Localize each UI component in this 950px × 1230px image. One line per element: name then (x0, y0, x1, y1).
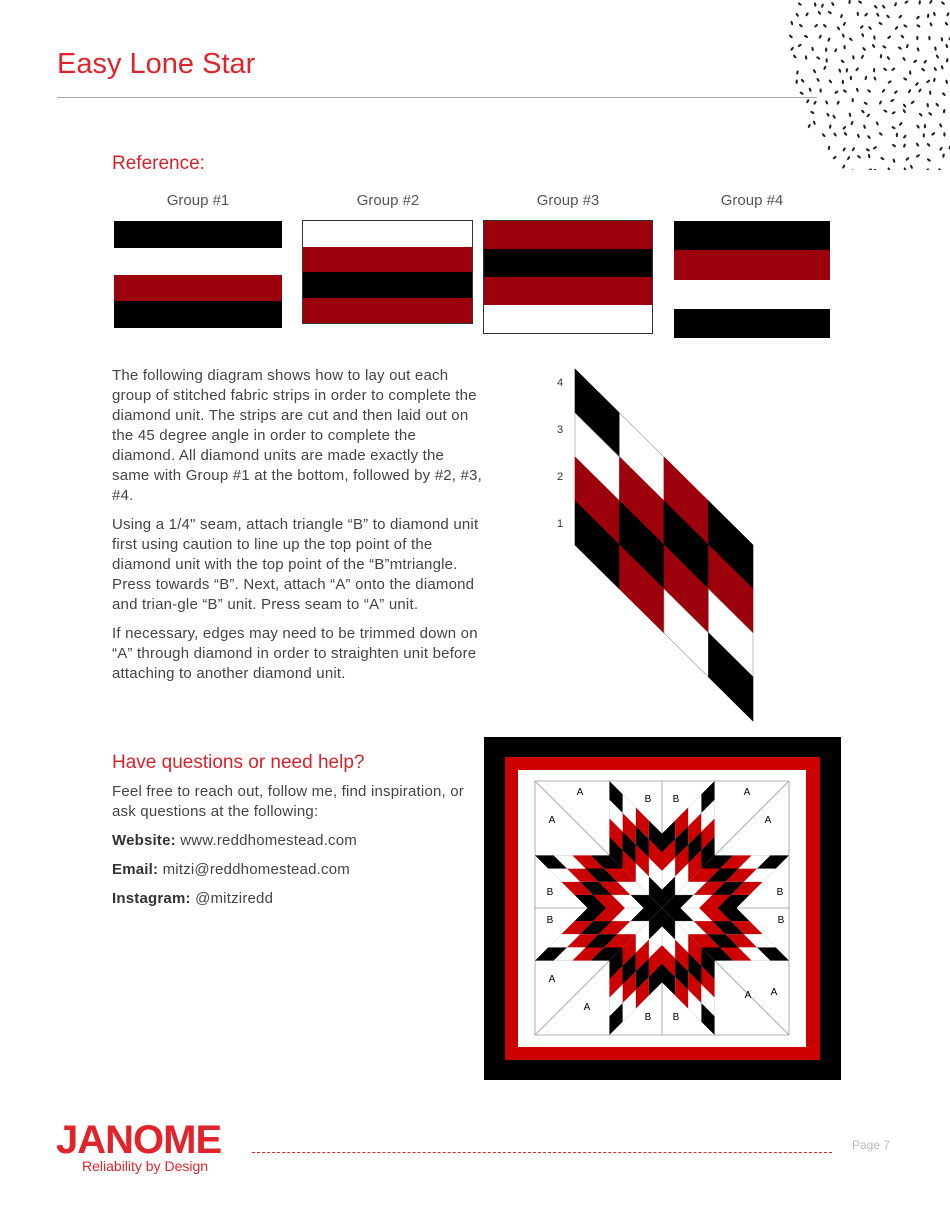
dot (821, 133, 826, 138)
instructions (112, 366, 482, 693)
dot (814, 23, 819, 28)
piece-label-a: A (576, 787, 584, 798)
dot (792, 54, 797, 59)
dot (847, 156, 851, 161)
dot (896, 133, 898, 137)
dot (797, 2, 802, 6)
piece-label-b: B (672, 794, 680, 805)
dot (805, 55, 808, 60)
dot (929, 90, 932, 95)
dot (926, 158, 931, 162)
dot (878, 132, 883, 137)
email-label: Email: (112, 861, 159, 878)
dot (903, 134, 908, 139)
dot (905, 157, 910, 162)
dot (864, 12, 869, 17)
dot (857, 133, 861, 138)
piece-label-a: A (770, 987, 778, 998)
dot (871, 44, 875, 49)
instagram-handle[interactable]: @mitziredd (195, 890, 274, 907)
dot (852, 98, 854, 102)
dot (892, 143, 897, 147)
contact-info (112, 782, 482, 918)
dot (857, 154, 862, 159)
row-label: 1 (556, 518, 564, 530)
dot (858, 0, 863, 4)
dot (859, 25, 864, 30)
header-divider (57, 97, 817, 98)
dot (867, 89, 872, 94)
dot (943, 109, 946, 114)
dot (910, 100, 915, 105)
dot (798, 23, 803, 28)
dot (904, 0, 909, 4)
piece-label-b: B (546, 915, 554, 926)
dot (880, 156, 885, 160)
dot (832, 114, 836, 119)
fabric-strip-white (484, 305, 652, 333)
dot (908, 89, 912, 94)
dot (923, 133, 925, 137)
dot (933, 77, 936, 82)
dot (939, 123, 943, 128)
dot (903, 167, 907, 170)
dot (887, 167, 891, 170)
dot (865, 148, 870, 152)
dot (882, 45, 887, 49)
dot (796, 70, 799, 75)
dot (790, 21, 793, 26)
dot (856, 12, 859, 17)
dot (943, 132, 945, 136)
dot (898, 121, 902, 126)
fabric-strip-black (114, 301, 282, 328)
dot (864, 76, 867, 81)
dot (823, 65, 827, 70)
dot (940, 37, 943, 42)
dot (916, 124, 920, 129)
piece-label-b: B (777, 915, 785, 926)
footer-dashed-line (252, 1152, 832, 1153)
fabric-strip-black (674, 309, 830, 338)
dot (929, 22, 933, 27)
dot (816, 77, 820, 82)
dot (821, 3, 825, 8)
piece-label-b: B (672, 1012, 680, 1023)
dot (926, 103, 929, 108)
group-2-strips (303, 221, 472, 323)
dot (825, 100, 829, 105)
dot (906, 44, 910, 49)
dot (861, 109, 866, 114)
dot (938, 168, 943, 170)
dot (868, 168, 873, 170)
dot (800, 78, 805, 83)
dot (945, 44, 948, 49)
dot (816, 56, 821, 60)
piece-label-a: A (744, 990, 752, 1001)
dot (850, 121, 854, 126)
dot (806, 99, 810, 104)
group-1-label: Group #1 (166, 192, 230, 209)
dot (915, 142, 919, 147)
dot (825, 58, 828, 63)
page-number: Page 7 (852, 1138, 891, 1152)
piece-label-a: A (548, 815, 556, 826)
dot (842, 33, 845, 38)
instagram-label: Instagram: (112, 890, 191, 907)
dot (942, 92, 947, 97)
dot (860, 54, 864, 59)
dot (873, 168, 878, 170)
dot (883, 109, 888, 113)
dot (807, 124, 811, 129)
dot (820, 88, 822, 92)
piece-label-b: B (776, 887, 784, 898)
dot (817, 10, 821, 15)
lone-star-quilt-image (484, 737, 841, 1080)
dot (902, 57, 906, 62)
dot (873, 35, 876, 40)
help-intro: Feel free to reach out, follow me, find inspiration, or ask questions at the following: (112, 783, 465, 820)
dot (883, 67, 888, 72)
dot (945, 79, 948, 84)
dot (842, 147, 846, 152)
row-label: 2 (556, 471, 564, 483)
dot (840, 59, 845, 64)
dot (915, 154, 920, 158)
dot (837, 26, 841, 31)
row-label: 4 (556, 377, 564, 389)
piece-label-a: A (743, 787, 751, 798)
dot (795, 79, 798, 84)
dot (935, 54, 939, 59)
dot (918, 88, 922, 93)
dot (927, 14, 930, 19)
dot (840, 14, 843, 19)
fabric-strip-red (303, 298, 472, 324)
row-label: 3 (556, 424, 564, 436)
group-3-strips (484, 221, 652, 333)
dot (909, 70, 912, 75)
dot (842, 126, 847, 131)
dot (887, 35, 892, 40)
dot (876, 12, 880, 17)
fabric-strip-black (114, 221, 282, 248)
dot (842, 80, 844, 84)
dot (891, 126, 896, 130)
piece-label-b: B (644, 794, 652, 805)
dot (811, 47, 814, 52)
dot (843, 131, 848, 136)
fabric-strip-white (114, 248, 282, 275)
dot (875, 121, 879, 126)
fabric-strip-red (484, 277, 652, 305)
dot (903, 77, 908, 81)
brand-tagline: Reliability by Design (82, 1158, 209, 1174)
dot (814, 2, 817, 7)
dot (851, 147, 855, 152)
dot (850, 76, 852, 80)
dot (903, 143, 907, 148)
dot (928, 112, 933, 117)
dot (880, 54, 883, 59)
dot (866, 113, 871, 118)
dot (861, 33, 865, 38)
dot (862, 47, 867, 52)
dot (873, 4, 878, 9)
dot (918, 112, 923, 117)
dot (898, 14, 903, 19)
diamond-unit-diagram (540, 360, 770, 730)
dot (944, 21, 949, 26)
dot (897, 46, 902, 50)
dot (941, 1, 946, 5)
fabric-strip-red (303, 247, 472, 273)
dot (826, 112, 830, 117)
dot (873, 146, 878, 150)
dot (873, 76, 877, 81)
piece-label-a: A (583, 1002, 591, 1013)
reference-heading: Reference: (112, 153, 205, 174)
dot (894, 90, 899, 95)
dot (789, 34, 794, 39)
dot (823, 23, 828, 28)
dot (926, 142, 931, 147)
dot (924, 124, 927, 129)
page-title: Easy Lone Star (57, 48, 256, 80)
dot (902, 103, 906, 108)
dot (886, 14, 891, 19)
dot (894, 26, 899, 31)
dot (810, 110, 815, 114)
dot (829, 124, 832, 129)
dot (902, 109, 906, 114)
dot (916, 15, 921, 20)
fabric-strip-white (674, 280, 830, 309)
piece-label-a: A (548, 974, 556, 985)
dot (868, 154, 871, 159)
dot (799, 91, 804, 95)
dot (916, 47, 920, 52)
dot (890, 98, 895, 102)
dot (818, 34, 822, 39)
dot (833, 132, 837, 137)
group-4-label: Group #4 (720, 192, 784, 209)
dot (848, 37, 853, 42)
group-2-label: Group #2 (356, 192, 420, 209)
dot (942, 153, 945, 158)
dot (915, 82, 920, 87)
dot (842, 164, 846, 169)
dot (879, 100, 883, 105)
fabric-strip-white (303, 221, 472, 247)
dot (925, 168, 929, 170)
dot (916, 24, 921, 28)
fabric-strip-black (484, 249, 652, 277)
dot (933, 12, 936, 17)
dot (797, 43, 802, 47)
dot (934, 46, 937, 51)
dot (940, 65, 943, 70)
dot (836, 100, 840, 105)
fabric-strip-black (303, 272, 472, 298)
piece-label-b: B (644, 1012, 652, 1023)
dot (946, 12, 950, 17)
group-4-strips (674, 221, 830, 338)
dot (882, 4, 886, 9)
dot (851, 169, 854, 170)
fabric-strip-red (674, 250, 830, 279)
website-link[interactable]: www.reddhomestead.com (180, 832, 357, 849)
dot (926, 79, 931, 84)
decorative-dots (770, 0, 950, 170)
dot (831, 2, 835, 7)
instruction-paragraph: If necessary, edges may need to be trimmed down on “A” through diamond in order to straighten unit before attaching to another diamond unit. (112, 625, 478, 682)
dot (878, 21, 883, 25)
dot (838, 68, 842, 73)
dot (910, 164, 914, 169)
dot (892, 158, 895, 163)
dot (790, 46, 794, 51)
dot (946, 58, 949, 63)
janome-logo: JANOME (56, 1118, 222, 1162)
dot (808, 87, 812, 92)
piece-label-b: B (546, 887, 554, 898)
dot (848, 0, 851, 4)
website-label: Website: (112, 832, 176, 849)
dot (931, 132, 936, 137)
dot (852, 55, 855, 60)
instruction-paragraph: The following diagram shows how to lay out each group of stitched fabric strips in order to complete the diamond unit. The strips are cut and then laid out on the 45 degree angle in order to complete the diamond. All diamond units are made exactly the same with Group #1 at the bottom, followed by #2, #3, #4. (112, 367, 482, 504)
fabric-strip-red (484, 221, 652, 249)
piece-label-a: A (764, 815, 772, 826)
dot (921, 67, 926, 72)
dot (891, 67, 896, 71)
dot (881, 88, 885, 93)
dot (856, 87, 860, 92)
group-1-strips (114, 221, 282, 328)
dot (804, 34, 809, 38)
dot (939, 146, 943, 151)
instruction-paragraph: Using a 1/4" seam, attach triangle “B” to diamond unit first using caution to line up the top point of the diamond unit with the top point of the “B”mtriangle. Press towards “B”. Next, attach “A” onto the diamond and trian-gle “B” unit. Press seam to “A” unit. (112, 516, 479, 613)
dot (928, 36, 931, 41)
dot (795, 12, 799, 17)
dot (832, 155, 837, 160)
dot (812, 120, 816, 125)
dot (891, 111, 896, 115)
dot (887, 80, 892, 84)
email-link[interactable]: mitzi@reddhomestead.com (162, 861, 350, 878)
dot (843, 89, 848, 94)
dot (834, 48, 838, 53)
dot (923, 59, 927, 64)
dot (845, 68, 848, 73)
dot (886, 56, 890, 61)
dot (855, 67, 859, 72)
dot (867, 135, 871, 140)
dot (848, 112, 851, 117)
dot (929, 0, 933, 4)
dot (828, 146, 831, 151)
dot (863, 124, 867, 129)
dot (933, 67, 937, 72)
dot (863, 101, 868, 105)
dot (900, 34, 905, 39)
dot (913, 59, 918, 63)
dot (828, 79, 832, 84)
dot (842, 21, 846, 26)
dot (903, 24, 908, 28)
dot (827, 37, 831, 42)
fabric-strip-red (114, 275, 282, 302)
dot (894, 2, 898, 7)
dot (813, 100, 817, 105)
dot (805, 12, 809, 17)
dot (825, 47, 827, 51)
dot (843, 45, 845, 50)
dot (935, 102, 939, 107)
dot (873, 68, 875, 73)
help-heading: Have questions or need help? (112, 752, 365, 773)
dot (868, 26, 873, 31)
fabric-strip-black (674, 221, 830, 250)
group-3-label: Group #3 (536, 192, 600, 209)
dot (827, 10, 832, 14)
dot (918, 0, 921, 5)
dot (813, 69, 817, 74)
dot (916, 36, 918, 40)
dot (834, 90, 839, 94)
